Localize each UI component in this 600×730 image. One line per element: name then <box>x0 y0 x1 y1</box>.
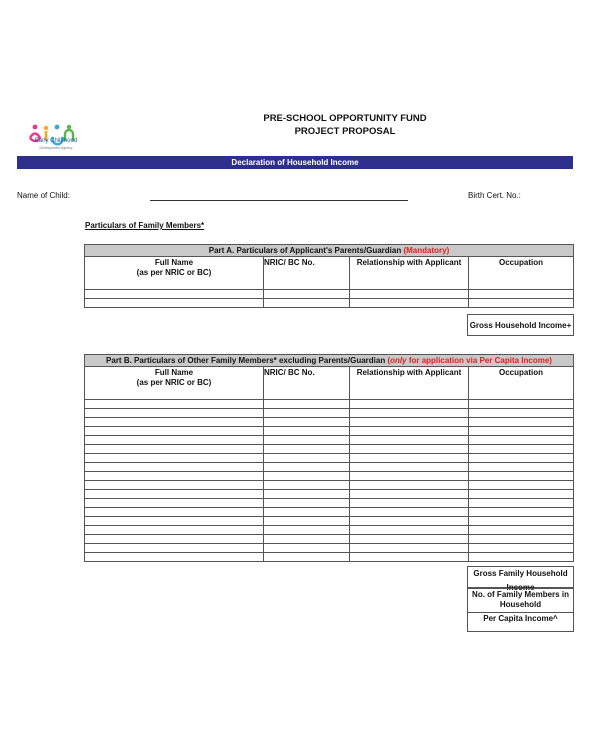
col-nric: NRIC/ BC No. <box>264 367 350 400</box>
col-relationship: Relationship with Applicant <box>350 257 469 290</box>
part-b-column-headers <box>85 367 574 400</box>
document-title: PRE-SCHOOL OPPORTUNITY FUND <box>263 113 427 124</box>
table-row[interactable] <box>85 445 574 454</box>
table-row[interactable] <box>85 544 574 553</box>
part-a-table <box>84 244 574 308</box>
name-of-child-label: Name of Child: <box>17 191 70 200</box>
table-row[interactable] <box>85 400 574 409</box>
only-flag: only <box>390 356 407 365</box>
table-row[interactable] <box>85 418 574 427</box>
table-row[interactable] <box>85 553 574 562</box>
logo-caption: Early Childhood <box>34 138 78 144</box>
table-row[interactable] <box>85 472 574 481</box>
col-full-name: Full Name (as per NRIC or BC) <box>85 257 264 290</box>
table-row[interactable] <box>85 490 574 499</box>
col-nric: NRIC/ BC No. <box>264 257 350 290</box>
col-full-name: Full Name (as per NRIC or BC) <box>85 367 264 400</box>
table-row[interactable] <box>85 463 574 472</box>
section-band: Declaration of Household Income <box>17 156 573 169</box>
table-row[interactable] <box>85 481 574 490</box>
table-row[interactable] <box>85 526 574 535</box>
table-row[interactable] <box>85 427 574 436</box>
table-row[interactable] <box>85 290 574 299</box>
part-b-header: Part B. Particulars of Other Family Members* excluding Parents/Guardian (only for application via Per Capita Income) <box>85 355 574 367</box>
table-row[interactable] <box>85 409 574 418</box>
col-occupation: Occupation <box>469 367 574 400</box>
document-subtitle: PROJECT PROPOSAL <box>294 126 396 137</box>
part-b-title: Part B. Particulars of Other Family Members* excluding Parents/Guardian <box>106 356 386 365</box>
name-of-child-field[interactable] <box>150 200 408 201</box>
part-b-table <box>84 354 574 562</box>
part-a-title: Part A. Particulars of Applicant's Parents/Guardian <box>208 246 402 255</box>
family-members-heading: Particulars of Family Members* <box>85 221 205 230</box>
table-row[interactable] <box>85 508 574 517</box>
table-row[interactable] <box>85 517 574 526</box>
part-a-header <box>85 245 574 257</box>
table-row[interactable] <box>85 436 574 445</box>
birth-cert-label: Birth Cert. No.: <box>468 191 521 200</box>
logo-tagline: Development Agency <box>39 146 73 150</box>
col-relationship: Relationship with Applicant <box>350 367 469 400</box>
part-a-column-headers <box>85 257 574 290</box>
mandatory-flag: (Mandatory) <box>403 246 450 255</box>
gross-family-income-box: Gross Family Household Income <box>467 566 574 588</box>
per-capita-income-box: Per Capita Income^ <box>467 612 574 632</box>
table-row[interactable] <box>85 499 574 508</box>
gross-household-income-box: Gross Household Income+ <box>467 314 574 336</box>
col-occupation: Occupation <box>469 257 574 290</box>
table-row[interactable] <box>85 299 574 308</box>
family-members-count-box: No. of Family Members in Household <box>467 588 574 613</box>
table-row[interactable] <box>85 535 574 544</box>
table-row[interactable] <box>85 454 574 463</box>
